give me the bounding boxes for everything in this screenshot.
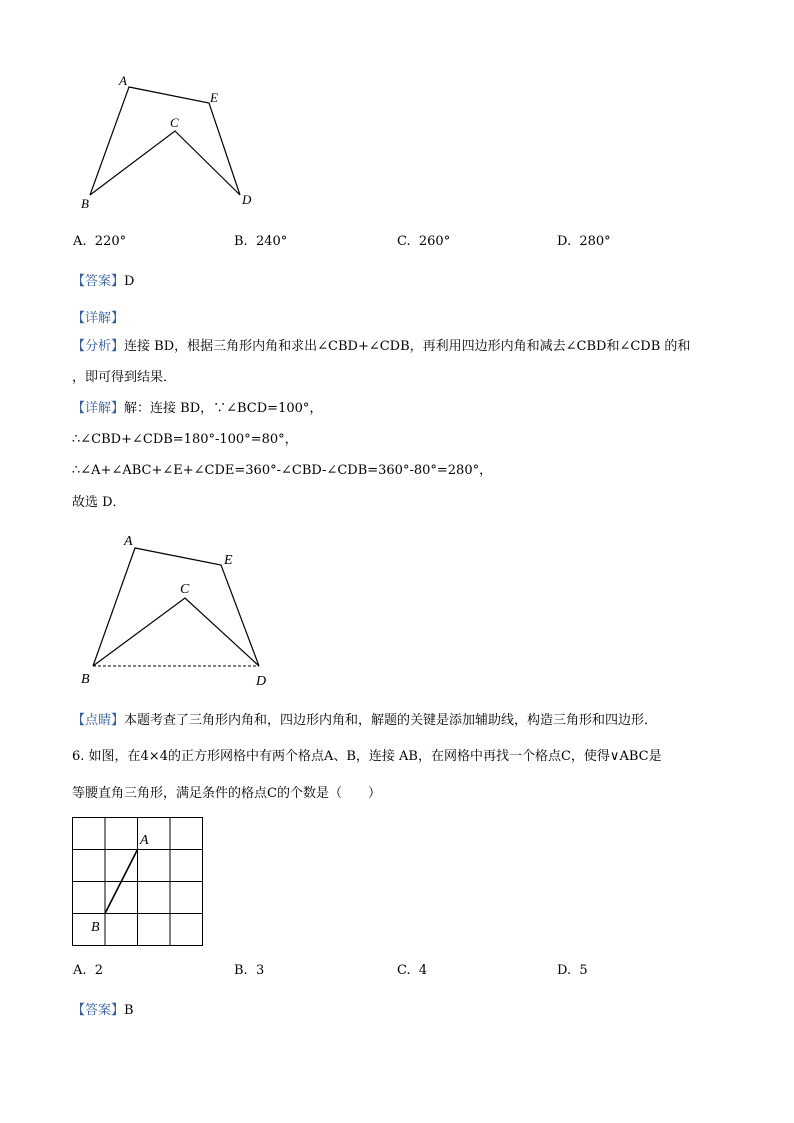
figure-1-label-e: E xyxy=(210,90,218,105)
figure-1-label-c: C xyxy=(170,115,179,130)
q5-option-b: B. 240° xyxy=(234,234,288,249)
q6-line-1: 6. 如图，在4×4的正方形网格中有两个格点A、B，连接 AB，在网格中再找一个格点C，使得∨ABC是 xyxy=(72,749,662,764)
detail-heading: 【详解】 xyxy=(72,311,125,326)
solution-line-4: 故选 D． xyxy=(72,495,126,510)
solution-line-3: ∴∠A+∠ABC+∠E+∠CDE=360°-∠CBD-∠CDB=360°-80°=280°， xyxy=(72,463,493,478)
q6-grid-figure xyxy=(70,815,210,950)
q5-answer xyxy=(72,270,134,289)
answer-label: 【答案】 xyxy=(72,274,125,289)
figure-1-label-d: D xyxy=(242,192,252,207)
q6-answer-label: 【答案】 xyxy=(72,1003,125,1018)
solution-line-1: 【详解】解：连接 BD，∵∠BCD=100°， xyxy=(72,401,323,416)
q5-option-a: A. 220° xyxy=(73,234,127,249)
q6-answer-value: B xyxy=(124,1003,134,1018)
solution-label: 【详解】 xyxy=(72,401,125,416)
figure-2-label-d: D xyxy=(256,674,267,689)
analysis-label: 【分析】 xyxy=(72,339,125,354)
q6-option-a: A. 2 xyxy=(73,963,104,978)
figure-2-label-c: C xyxy=(180,582,190,597)
figure-2-outline xyxy=(93,548,259,666)
answer-value: D xyxy=(124,274,135,289)
figure-2 xyxy=(70,525,290,695)
q6-line-2: 等腰直角三角形，满足条件的格点C的个数是（ ） xyxy=(72,786,381,801)
figure-2-label-a: A xyxy=(124,534,133,549)
q5-option-c: C. 260° xyxy=(397,234,451,249)
comment-line: 【点睛】本题考查了三角形内角和，四边形内角和，解题的关键是添加辅助线，构造三角形和四边形． xyxy=(72,713,658,728)
q5-option-d: D. 280° xyxy=(557,234,611,249)
figure-1-label-a: A xyxy=(119,73,127,88)
figure-2-label-e: E xyxy=(224,553,233,568)
q6-option-d: D. 5 xyxy=(557,963,588,978)
solution-line-2: ∴∠CBD+∠CDB=180°-100°=80°， xyxy=(72,432,298,447)
analysis-line-2: ，即可得到结果． xyxy=(72,370,177,385)
comment-label: 【点睛】 xyxy=(72,713,125,728)
q6-option-b: B. 3 xyxy=(234,963,265,978)
q6-option-c: C. 4 xyxy=(397,963,428,978)
analysis-line-1: 【分析】连接 BD，根据三角形内角和求出∠CBD+∠CDB，再利用四边形内角和减去∠CBD和∠CDB 的和 xyxy=(72,339,691,354)
figure-1-label-b: B xyxy=(81,196,89,211)
q6-label-a: A xyxy=(140,833,149,848)
figure-2-label-b: B xyxy=(81,672,90,687)
figure-1 xyxy=(70,65,270,215)
q6-answer xyxy=(72,999,134,1018)
q6-label-b: B xyxy=(91,920,100,935)
